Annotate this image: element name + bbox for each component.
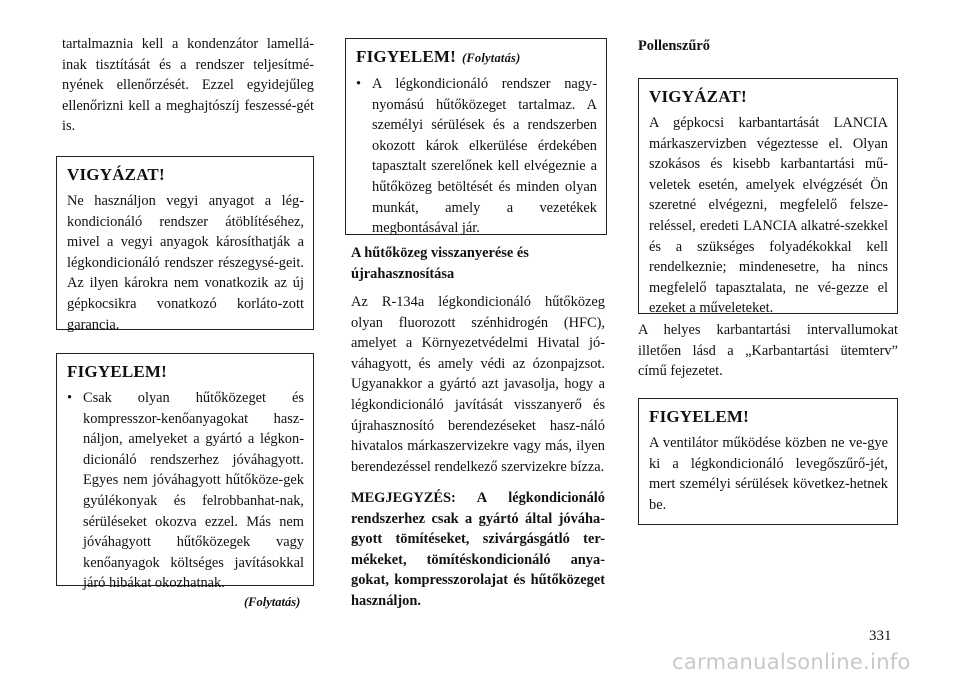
caution2-text: A gépkocsi karbantartását LANCIA márkaszervizben végeztesse el. Olyan szokásos és kisebb karbantartási mű-veletek esetén, amelyek elvégzését Ön szeretné elvégezni, megfelelő felsze-reléssel, eredeti LANCIA alkatré-szekkel és a szükséges folyadékokkal kell rendelkeznie; mindenesetre, ha nincs megfelelő tapasztalata, ne vé-gezze el ezeket a műveleteket. bbox=[649, 115, 888, 317]
intro-paragraph: tartalmaznia kell a kondenzátor lamellá-inak tisztítását és a rendszer teljesítmé-nyének ellenőrzését. Ezzel egyidejűleg ellenőrizni kell a meghajtószíj feszessé-gét is. bbox=[62, 36, 314, 135]
refrigerant-paragraph: Az R-134a légkondicionáló hűtőközeg olyan fluorozott szénhidrogén (HFC), amelyet a Környezetvédelmi Hivatal jó-váhagyott, és amely védi az ózonpajzsot. Ugyanakkor a gyártó azt javasolja, hogy a légkondicionáló javítását visszanyerő és újrahasznosító berendezéseket hasz-náló hivatalos márkaszervizekre vagy más, ilyen berendezéssel rendelkező szervizekre bízza. bbox=[351, 294, 605, 475]
continued-label: (Folytatás) bbox=[244, 595, 301, 609]
warning-cont-title bbox=[356, 46, 597, 69]
watermark-text: carmanualsonline.info bbox=[672, 650, 911, 674]
caution-box-2 bbox=[638, 78, 898, 317]
page-number: 331 bbox=[869, 628, 892, 644]
warning-cont-bullet-item bbox=[356, 74, 597, 239]
warning-text: Csak olyan hűtőközeget és kompresszor-kenőanyagokat hasz-náljon, amelyeket a gyártó a légkon-dicionáló rendszerhez jóváhagyott. Egyes nem jóváhagyott hűtőköze-gek gyúlékonyak és felrobbanhat-nak, sérüléseket okozva ezzel. Más nem jóváhagyott hűtőközegek vagy kenőanyagok költséges javításokkal járó hibákat okozhatnak. bbox=[83, 390, 304, 592]
caution-box-1 bbox=[56, 156, 314, 333]
warning2-text: A ventilátor működése közben ne ve-gye ki a légkondicionáló levegőszűrő-jét, mert személyi sérülések következ-hetnek be. bbox=[649, 435, 888, 513]
warning-box-1 bbox=[56, 353, 314, 592]
warning2-title: FIGYELEM! bbox=[649, 407, 750, 426]
warning-bullet-item bbox=[67, 388, 304, 594]
bullet-marker: • bbox=[67, 390, 73, 406]
caution-text: Ne használjon vegyi anyagot a lég-kondicionáló rendszer átöblítéséhez, mivel a vegyi anyagok károsíthatják a légkondicionáló rendszer részegysé-geit. Az ilyen károkra nem vonatkozik az új gépkocsikra vonatkozó korláto-zott garancia. bbox=[67, 193, 304, 333]
maintenance-paragraph: A helyes karbantartási intervallumokat illetően lásd a „Karbantartási ütemterv” című fejezetet. bbox=[638, 322, 898, 380]
bullet-marker: • bbox=[356, 76, 362, 92]
warning-cont-title-text: FIGYELEM! bbox=[356, 47, 457, 66]
warning-box-2 bbox=[638, 398, 898, 525]
warning-box-continued bbox=[345, 38, 607, 235]
caution2-title: VIGYÁZAT! bbox=[649, 87, 747, 106]
warning-cont-text: A légkondicionáló rendszer nagy-nyomású hűtőközeget tartalmaz. A személyi sérülések és a rendszerben okozott károk elkerülése érdekében tapasztalt szerelőnek kell elvégeznie a hűtőközeg betöltését és minden olyan munkát, amely a vezetékek megbontásával jár. bbox=[372, 76, 597, 237]
section-heading-refrigerant: A hűtőközeg visszanyerése és újrahasznosítása bbox=[351, 245, 529, 282]
section-heading-pollen-filter: Pollenszűrő bbox=[638, 38, 710, 54]
warning-title: FIGYELEM! bbox=[67, 362, 168, 381]
caution-title: VIGYÁZAT! bbox=[67, 165, 165, 184]
note-paragraph: MEGJEGYZÉS: A légkondicionáló rendszerhez csak a gyártó által jóváha-gyott tömítéseket, szivárgásgátló ter-mékeket, tömítéskondicionáló anya-gokat, kompresszorolajat és hűtőközeget használjon. bbox=[351, 490, 605, 609]
warning-cont-suffix: (Folytatás) bbox=[462, 51, 521, 65]
